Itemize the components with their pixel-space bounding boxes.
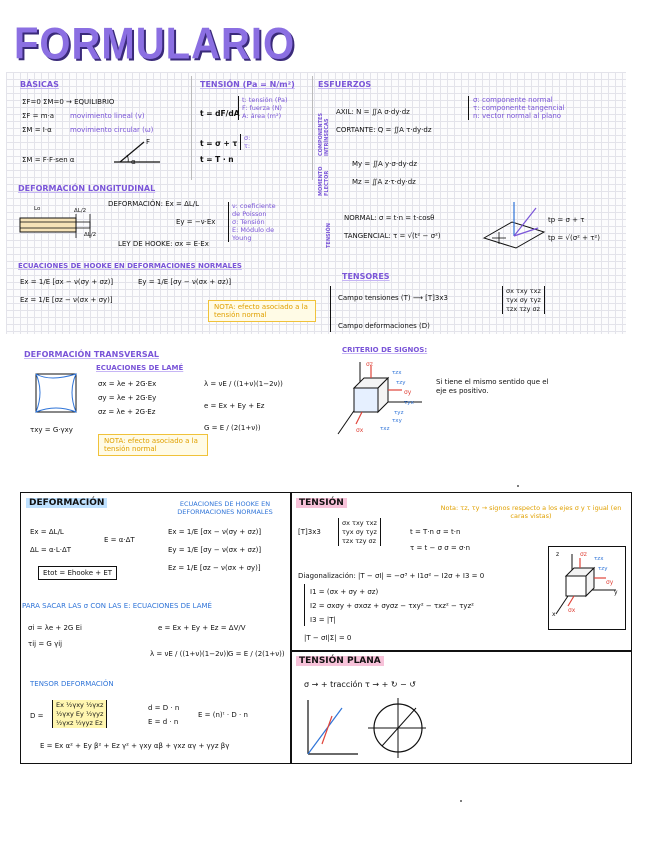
esfuerzos-side-2: MOMENTO FLECTOR xyxy=(318,166,330,196)
bottom-tensor-d3: E = (n)ᵗ · D · n xyxy=(198,711,248,719)
hooke-ey: Ey = 1/E [σy − ν(σx + σz)] xyxy=(138,278,232,286)
esfuerzos-mz: Mz = ∬A z·τ·dy·dz xyxy=(352,178,416,186)
bottom-tensor-matrix xyxy=(52,700,107,728)
bottom-lame-title: PARA SACAR LAS σ CON LAS E: ECUACIONES DE LAMÉ xyxy=(22,602,212,610)
bottom-tension-row-2: τyx σy τyz xyxy=(342,527,377,536)
tensores-campo-t: Campo tensiones (T) ⟶ [T]3x3 xyxy=(338,294,448,302)
cube-label-sy: σy xyxy=(404,389,412,396)
basicas-txt-2: movimiento lineal (v) xyxy=(70,112,145,120)
bottom-def-brace: E = α·ΔT xyxy=(104,536,135,544)
bottom-cube-tzy: τzy xyxy=(598,566,608,572)
def-long-hooke: LEY DE HOOKE: σx = E·Ex xyxy=(118,240,209,248)
def-long-note: NOTA: efecto asociado a la tensión normal xyxy=(208,300,316,322)
hooke-ex: Ex = 1/E [σx − ν(σy + σz)] xyxy=(20,278,114,286)
tension-top-eq: t = dF/dA xyxy=(200,109,240,118)
tension-top-l2: t = σ + τ xyxy=(200,139,238,148)
force-label: F xyxy=(146,138,151,146)
bottom-lame-lambda: λ = νE / ((1+ν)(1−2ν)) xyxy=(150,650,229,658)
cube-label-sz: σz xyxy=(366,361,373,368)
esfuerzos-tangencial: TANGENCIAL: τ = √(t² − σ²) xyxy=(344,232,441,240)
lo-label: Lo xyxy=(34,206,41,212)
bottom-lame-tij: τij = G γij xyxy=(28,640,63,648)
top-divider-2 xyxy=(312,76,313,180)
lame-sz: σz = λe + 2G·Ez xyxy=(98,408,156,416)
bottom-lame-si: σi = λe + 2G Ei xyxy=(28,624,82,632)
def-long-legend xyxy=(228,202,276,242)
cube-label-tzy: τzy xyxy=(396,380,406,386)
legend-nu-1: ν: coeficiente xyxy=(232,202,276,210)
basicas-txt-3: movimiento circular (ω) xyxy=(70,126,154,134)
legend-vector: n: vector normal al plano xyxy=(473,112,562,120)
bottom-cube-y: y xyxy=(614,589,618,596)
legend-f: F: fuerza (N) xyxy=(242,104,282,112)
def-long-heading: DEFORMACIÓN LONGITUDINAL xyxy=(18,184,156,193)
tensores-row-3: τzx τzy σz xyxy=(506,304,541,313)
dl2-label-a: ΔL/2 xyxy=(74,208,87,214)
bottom-hooke-ex: Ex = 1/E [σx − ν(σy + σz)] xyxy=(168,528,262,536)
tensores-row-1: σx τxy τxz xyxy=(506,287,541,295)
bottom-cube-sz: σz xyxy=(580,551,587,558)
bottom-tensor-d2: E = d · n xyxy=(148,718,179,726)
esfuerzos-normal: NORMAL: σ = t·n = t·cosθ xyxy=(344,214,435,222)
bottom-tension-det: |T − σI|Σ| = 0 xyxy=(304,634,352,642)
bottom-tension-i1: I1 = (σx + σy + σz) xyxy=(310,588,379,596)
bottom-tensor-row-1: Ex ½γxy ½γxz xyxy=(56,701,104,709)
cube-label-txy: τxy xyxy=(392,418,402,424)
lame-g: G = E / (2(1+ν)) xyxy=(204,424,261,432)
top-divider-1 xyxy=(191,76,192,180)
tensores-row-2: τyx σy τyz xyxy=(506,295,541,304)
legend-tau: τ: xyxy=(244,142,251,150)
esfuerzos-heading: ESFUERZOS xyxy=(318,80,372,89)
legend-e-2: Young xyxy=(232,234,252,242)
cube-label-tzx: τzx xyxy=(392,370,402,376)
invariants-bracket xyxy=(304,584,305,626)
plane-stress-diagram xyxy=(478,198,548,250)
bottom-def-ex: Ex = ΔL/L xyxy=(30,528,64,536)
legend-normal: σ: componente normal xyxy=(473,96,553,104)
basicas-line-1: ΣF=0 ΣM=0 → EQUILIBRIO xyxy=(22,98,115,106)
bottom-def-heading: DEFORMACIÓN xyxy=(26,498,107,508)
legend-a: A: área (m²) xyxy=(242,112,282,120)
hooke-ez: Ez = 1/E [σz − ν(σx + σy)] xyxy=(20,296,113,304)
esfuerzos-side-1: COMPONENTES INTRÍNSECAS xyxy=(318,112,330,156)
tensores-heading: TENSORES xyxy=(342,272,390,281)
bottom-cube-sx: σx xyxy=(568,607,576,614)
legend-t: t: tensión (Pa) xyxy=(242,96,288,104)
bottom-cube-x: x xyxy=(552,611,556,618)
bottom-tensor-final: E = Ex α² + Ey β² + Ez γ² + γxy αβ + γxz αγ + γyz βγ xyxy=(40,742,230,750)
criterio-text: Si tiene el mismo sentido que el eje es positivo. xyxy=(436,378,549,396)
stray-dot-1 xyxy=(517,485,519,487)
cube-label-txz: τxz xyxy=(380,426,390,432)
shear-square-diagram xyxy=(28,368,84,418)
esfuerzos-axil: AXIL: N = ∬A σ·dy·dz xyxy=(336,108,410,116)
bottom-tensor-d1: d = D · n xyxy=(148,704,180,712)
bottom-tension-row-3: τzx τzy σz xyxy=(342,536,377,545)
tension-top-l2-legend xyxy=(240,134,250,150)
bottom-hooke-title: ECUACIONES DE HOOKE EN DEFORMACIONES NORMALES xyxy=(177,500,273,516)
bottom-tension-diag: Diagonalización: |T − σI| = −σ³ + I1σ² − I2σ + I3 = 0 xyxy=(298,572,485,580)
tension-top-heading: TENSIÓN (Pa = N/m²) xyxy=(200,80,295,89)
lame-sx: σx = λe + 2G·Ex xyxy=(98,380,157,388)
def-trans-txy: τxy = G·γxy xyxy=(30,426,73,434)
bottom-tensor-row-3: ½γxz ½γyz Ez xyxy=(56,718,103,727)
dl2-label-b: ΔL/2 xyxy=(84,232,97,238)
bottom-tensor-title: TENSOR DEFORMACIÓN xyxy=(30,680,114,688)
bottom-cube-sy: σy xyxy=(606,579,614,586)
bottom-horizontal-divider xyxy=(290,650,632,652)
bottom-lame-g: G = E / (2(1+ν)) xyxy=(228,650,285,658)
plane-stress-sketch xyxy=(298,694,428,760)
bottom-tension-i3: I3 = |T| xyxy=(310,616,336,624)
lame-lambda: λ = νE / ((1+ν)(1−2ν)) xyxy=(204,380,283,388)
alpha-label: α xyxy=(131,158,136,166)
tensores-bracket xyxy=(330,286,331,332)
basicas-eq-3: ΣM = I·α xyxy=(22,126,52,134)
bottom-tension-row-1: σx τxy τxz xyxy=(342,519,377,527)
tension-plana-heading: TENSIÓN PLANA xyxy=(296,656,384,666)
def-trans-heading: DEFORMACIÓN TRANSVERSAL xyxy=(24,350,159,359)
bottom-cube-z: z xyxy=(556,551,560,558)
bottom-tension-matrix xyxy=(338,518,381,546)
def-long-ey: Ey = −ν·Ex xyxy=(176,218,216,226)
esfuerzos-my: My = ∬A y·σ·dy·dz xyxy=(352,160,417,168)
bottom-hooke-ey: Ey = 1/E [σy − ν(σx + σz)] xyxy=(168,546,262,554)
bottom-tensor-row-2: ½γxy Ey ½γyz xyxy=(56,709,104,718)
bottom-tension-note: Nota: τz, τy → signos respecto a los ejes σ y τ igual (en caras vistas) xyxy=(440,504,622,520)
basicas-eq-2: ΣF = m·a xyxy=(22,112,55,120)
bottom-tensor-d: D = xyxy=(30,712,44,720)
bottom-def-dl: ΔL = α·L·ΔT xyxy=(30,546,72,554)
legend-e-1: E: Módulo de xyxy=(232,226,275,234)
basicas-line-4: ΣM = F·F·sen α xyxy=(22,156,75,164)
def-long-def: DEFORMACIÓN: Ex = ΔL/L xyxy=(108,200,200,208)
legend-sigma: σ: Tensión xyxy=(232,218,265,226)
lame-sy: σy = λe + 2G·Ey xyxy=(98,394,157,402)
bottom-tension-e1: t = T·n σ = t·n xyxy=(410,528,461,536)
esfuerzos-cortante: CORTANTE: Q = ∬A τ·dy·dz xyxy=(336,126,432,134)
tension-top-legend xyxy=(238,96,288,120)
tp-eq-2: tp = √(σ² + τ²) xyxy=(548,234,601,242)
lame-e: e = Ex + Ey + Ez xyxy=(204,402,265,410)
legend-nu-2: de Poisson xyxy=(232,210,267,218)
def-trans-note: NOTA: efecto asociado a la tensión normal xyxy=(98,434,208,456)
stray-dot-2 xyxy=(460,800,462,802)
esfuerzos-side-3: TENSIÓN xyxy=(326,223,332,248)
cube-label-tyz: τyz xyxy=(394,410,404,416)
page-title: FORMULARIO xyxy=(14,19,296,69)
bottom-hooke-ez: Ez = 1/E [σz − ν(σx + σy)] xyxy=(168,564,261,572)
basicas-heading: BÁSICAS xyxy=(20,80,59,89)
cube-label-sx: σx xyxy=(356,427,364,434)
legend-sigma: σ: xyxy=(244,134,251,142)
legend-tangencial: τ: componente tangencial xyxy=(473,104,565,112)
bottom-tension-e2: τ = t − σ σ = σ·n xyxy=(410,544,471,552)
bottom-cube-tzx: τzx xyxy=(594,556,604,562)
tp-eq-1: tp = σ + τ xyxy=(548,216,585,224)
esfuerzos-legend xyxy=(468,96,565,120)
hooke-normal-title: ECUACIONES DE HOOKE EN DEFORMACIONES NORMALES xyxy=(18,262,242,270)
tension-plana-line: σ → + tracción τ → + ↻ − ↺ xyxy=(304,680,417,689)
bottom-lame-e: e = Ex + Ey + Ez = ΔV/V xyxy=(158,624,246,632)
tension-top-l3: t = T · n xyxy=(200,155,234,164)
bottom-tension-t: [T]3x3 xyxy=(298,528,321,536)
bottom-vertical-divider xyxy=(290,492,292,764)
tensores-campo-d: Campo deformaciones (D) xyxy=(338,322,430,330)
tensores-matrix xyxy=(502,286,545,314)
moment-diagram xyxy=(110,134,170,168)
criterio-heading: CRITERIO DE SIGNOS: xyxy=(342,346,428,354)
bottom-stress-cube xyxy=(550,548,622,626)
cube-label-tyx: τyx xyxy=(404,400,414,406)
bottom-def-etot: Etot = Ehooke + ET xyxy=(38,566,117,580)
bottom-tension-heading: TENSIÓN xyxy=(296,498,347,508)
bottom-tension-i2: I2 = σxσy + σxσz + σyσz − τxy² − τxz² − τyz² xyxy=(310,602,474,610)
lame-title: ECUACIONES DE LAMÉ xyxy=(96,364,184,372)
